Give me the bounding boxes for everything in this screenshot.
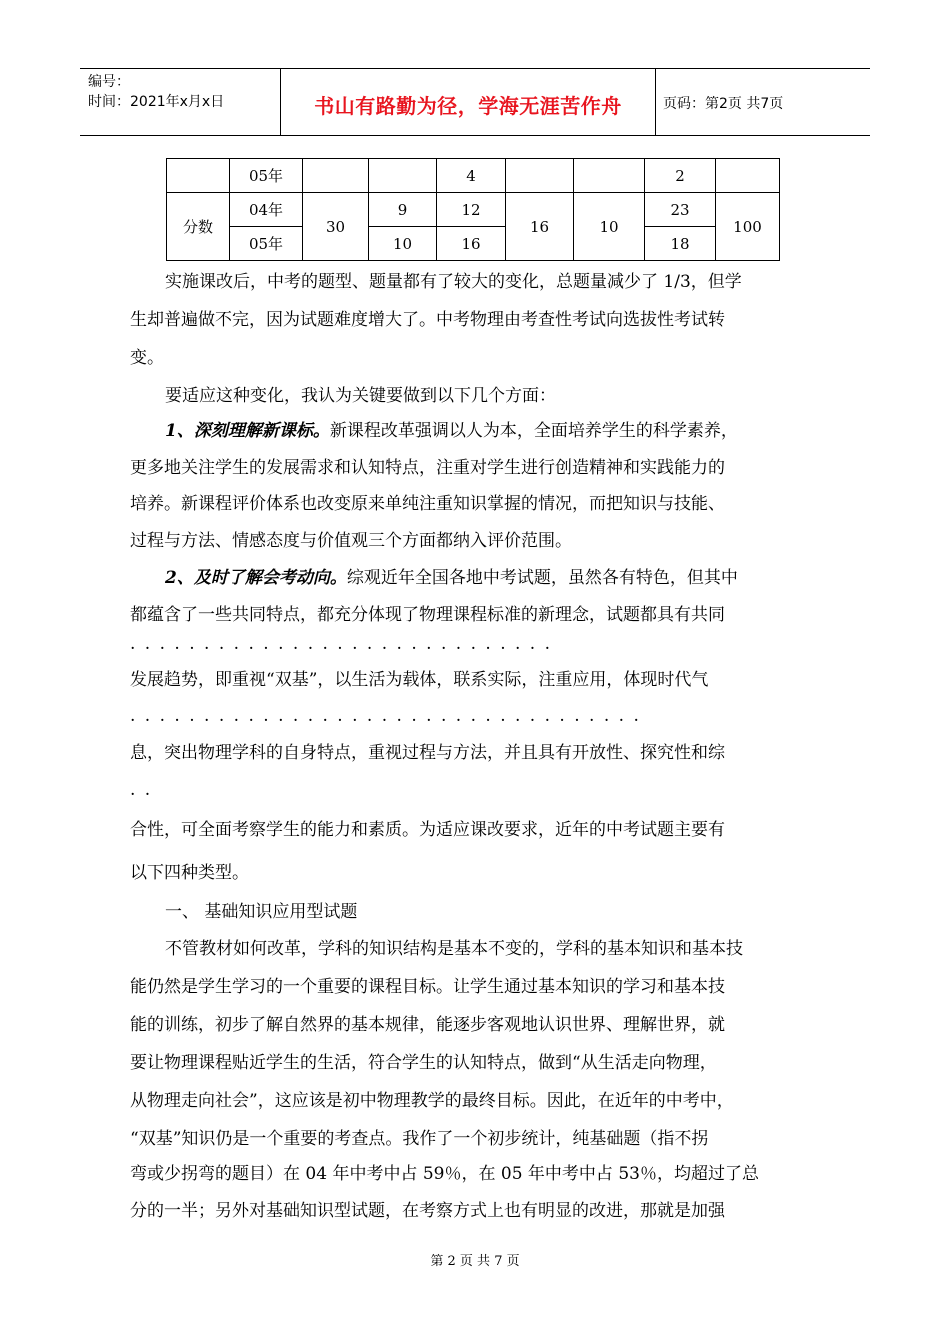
section-1-text: 新课程改革强调以人为本，全面培养学生的科学素养， [329,421,738,441]
header-page-info: 页码：第2页 共7页 [663,96,784,112]
table-cell: 30 [303,193,369,261]
paragraph-line: 更多地关注学生的发展需求和认知特点，注重对学生进行创造精神和实践能力的 [130,458,725,478]
section-heading: 一、 基础知识应用型试题 [165,902,358,922]
table-cell [303,159,369,193]
table-cell: 16 [506,193,574,261]
section-1-line [165,416,738,441]
table-cell: 9 [369,193,437,227]
header-divider-right [655,68,656,135]
section-2-text: 综观近年全国各地中考试题，虽然各有特色，但其中 [346,568,738,588]
header-bottom-rule [80,135,870,136]
paragraph-line: 过程与方法、情感态度与价值观三个方面都纳入评价范围。 [130,531,572,551]
paragraph-line: 合性，可全面考察学生的能力和素质。为适应课改要求，近年的中考试题主要有 [130,820,725,840]
paragraph-line: 生却普遍做不完，因为试题难度增大了。中考物理由考查性考试向选拔性考试转 [130,310,725,330]
table-cell: 18 [645,227,716,261]
table-cell: 04年 [230,193,303,227]
table-cell: 10 [574,193,645,261]
table-cell: 05年 [230,159,303,193]
table-cell: 100 [716,193,780,261]
score-table [166,158,780,261]
section-1-title: 1、深刻理解新课标。 [165,421,330,441]
table-row [167,227,780,261]
paragraph-line: “双基”知识仍是一个重要的考查点。我作了一个初步统计，纯基础题（指不拐 [130,1129,709,1149]
serial-label: 编号： [88,74,130,90]
paragraph-line: 培养。新课程评价体系也改变原来单纯注重知识掌握的情况，而把知识与技能、 [130,494,725,514]
emphasis-dots: . . [130,780,153,800]
table-cell: 4 [437,159,506,193]
paragraph-line: 要让物理课程贴近学生的生活，符合学生的认知特点，做到“从生活走向物理， [130,1053,717,1073]
paragraph-line: 分的一半；另外对基础知识型试题，在考察方式上也有明显的改进，那就是加强 [130,1201,725,1221]
paragraph-line: 实施课改后，中考的题型、题量都有了较大的变化，总题量减少了 1/3，但学 [165,272,742,292]
table-cell [167,159,230,193]
emphasis-dots: . . . . . . . . . . . . . . . . . . . . . . . . . . . . . [130,634,553,654]
paragraph-line: 变。 [130,348,164,368]
paragraph-line: 要适应这种变化，我认为关键要做到以下几个方面： [165,386,556,406]
paragraph-line: 能仍然是学生学习的一个重要的课程目标。让学生通过基本知识的学习和基本技 [130,977,725,997]
paragraph-line: 以下四种类型。 [130,863,249,883]
header-divider-left [280,68,281,135]
table-cell: 10 [369,227,437,261]
table-cell: 16 [437,227,506,261]
paragraph-line: 弯或少拐弯的题目）在 04 年中考中占 59％，在 05 年中考中占 53％，均超过了总 [130,1164,759,1184]
table-cell [369,159,437,193]
page-footer: 第 2 页 共 7 页 [430,1254,520,1269]
table-cell: 12 [437,193,506,227]
paragraph-line: 息，突出物理学科的自身特点，重视过程与方法，并且具有开放性、探究性和综 [130,743,725,763]
table-cell: 分数 [167,193,230,261]
table-cell: 2 [645,159,716,193]
table-row [167,193,780,227]
paragraph-line: 能的训练，初步了解自然界的基本规律，能逐步客观地认识世界、理解世界，就 [130,1015,725,1035]
table-cell: 05年 [230,227,303,261]
table-cell [716,159,780,193]
table-cell [574,159,645,193]
paragraph-line: 不管教材如何改革，学科的知识结构是基本不变的，学科的基本知识和基本技 [165,939,743,959]
table-row [167,159,780,193]
table-cell: 23 [645,193,716,227]
header-motto: 书山有路勤为径，学海无涯苦作舟 [314,94,622,118]
table-cell [506,159,574,193]
header-meta [88,72,224,112]
header-top-rule [80,68,870,69]
paragraph-line: 都蕴含了一些共同特点，都充分体现了物理课程标准的新理念，试题都具有共同 [130,605,725,625]
date-line: 时间：2021年x月x日 [88,94,225,110]
paragraph-line: 从物理走向社会”，这应该是初中物理教学的最终目标。因此，在近年的中考中， [130,1091,734,1111]
paragraph-line: 发展趋势，即重视“双基”，以生活为载体，联系实际，注重应用，体现时代气 [130,670,709,690]
section-2-line [165,563,738,588]
emphasis-dots: . . . . . . . . . . . . . . . . . . . . . . . . . . . . . . . . . . . [130,706,641,726]
section-2-title: 2、及时了解会考动向。 [165,568,347,588]
